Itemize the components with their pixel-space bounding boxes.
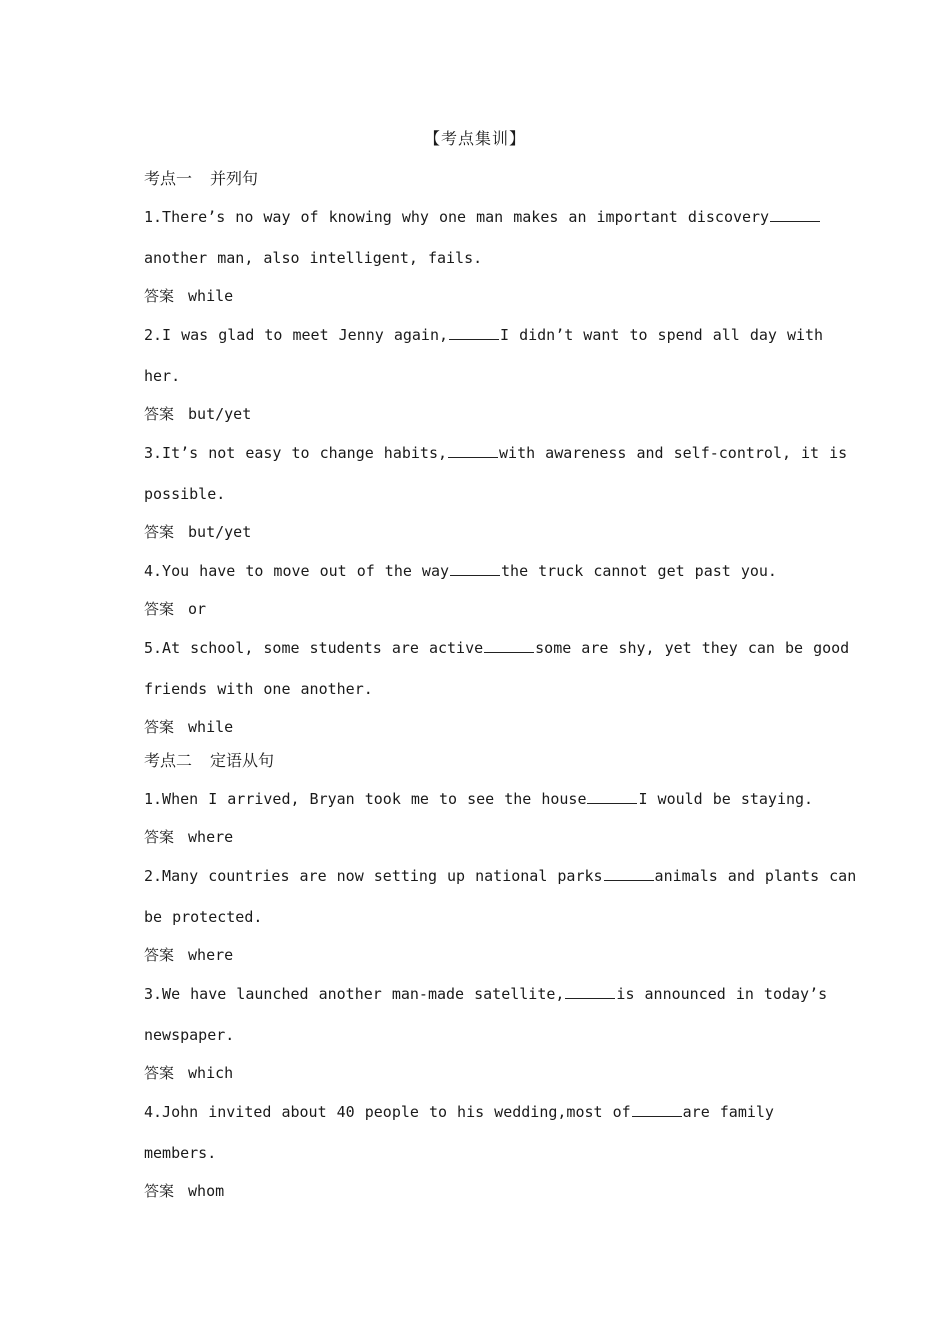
question-text: 4.You have to move out of the way <box>144 562 450 580</box>
answer-blank[interactable] <box>484 638 534 653</box>
answer-value: but/yet <box>188 523 252 541</box>
question-text: 1.When I arrived, Bryan took me to see the house <box>144 790 587 808</box>
question-item <box>144 779 814 820</box>
answer-label: 答案 <box>144 600 175 618</box>
answer-blank[interactable] <box>448 443 498 458</box>
answer-blank[interactable] <box>604 866 654 881</box>
question-line <box>144 779 814 820</box>
question-text: newspaper. <box>144 1026 235 1044</box>
answer-row <box>144 1176 814 1206</box>
answer-value: or <box>188 600 207 618</box>
answer-row <box>144 822 814 852</box>
question-item <box>144 433 848 515</box>
question-item <box>144 856 857 938</box>
question-text: the truck cannot get past you. <box>501 562 777 580</box>
question-item <box>144 628 850 710</box>
section-heading <box>144 746 814 776</box>
question-text: is announced in today’s <box>616 985 828 1003</box>
question-line <box>144 315 824 356</box>
question-line <box>144 1133 814 1174</box>
answer-value: which <box>188 1064 234 1082</box>
question-text: friends with one another. <box>144 680 373 698</box>
answer-label: 答案 <box>144 405 175 423</box>
question-item <box>144 315 824 397</box>
question-text: 3.We have launched another man-made satellite, <box>144 985 565 1003</box>
question-text: another man, also intelligent, fails. <box>144 249 483 267</box>
answer-row <box>144 712 814 742</box>
question-item <box>144 197 814 279</box>
question-line <box>144 669 814 710</box>
answer-label: 答案 <box>144 828 175 846</box>
question-line <box>144 551 814 592</box>
question-text: with awareness and self-control, it is <box>499 444 848 462</box>
question-text: 5.At school, some students are active <box>144 639 484 657</box>
question-line <box>144 1015 814 1056</box>
question-text: I didn’t want to spend all day with <box>500 326 824 344</box>
answer-value: but/yet <box>188 405 252 423</box>
question-line <box>144 856 857 897</box>
question-text: her. <box>144 367 181 385</box>
answer-value: whom <box>188 1182 225 1200</box>
answer-label: 答案 <box>144 287 175 305</box>
answer-row <box>144 594 814 624</box>
answer-row <box>144 940 814 970</box>
question-text: 3.It’s not easy to change habits, <box>144 444 448 462</box>
answer-label: 答案 <box>144 718 175 736</box>
section-number: 考点二 <box>144 751 193 770</box>
question-item <box>144 1092 814 1174</box>
question-text: 4.John invited about 40 people to his wedding,most of <box>144 1103 631 1121</box>
section-name: 定语从句 <box>210 751 275 770</box>
question-text: 2.Many countries are now setting up national parks <box>144 867 603 885</box>
answer-label: 答案 <box>144 523 175 541</box>
page-title: 【考点集训】 <box>423 129 526 148</box>
answer-value: where <box>188 946 234 964</box>
question-text: some are shy, yet they can be good <box>535 639 850 657</box>
answer-label: 答案 <box>144 1182 175 1200</box>
answer-row <box>144 1058 814 1088</box>
section-heading <box>144 164 814 194</box>
question-line <box>144 433 848 474</box>
answer-blank[interactable] <box>450 561 500 576</box>
answer-value: while <box>188 718 234 736</box>
section-number: 考点一 <box>144 169 193 188</box>
question-text: possible. <box>144 485 226 503</box>
question-item <box>144 551 814 592</box>
question-line <box>144 897 814 938</box>
question-line <box>144 974 828 1015</box>
question-text: 2.I was glad to meet Jenny again, <box>144 326 449 344</box>
answer-blank[interactable] <box>449 325 499 340</box>
question-line <box>144 1092 814 1133</box>
question-text: are family <box>682 1103 774 1121</box>
question-line <box>144 238 814 279</box>
question-line <box>144 628 850 669</box>
question-line <box>144 197 814 238</box>
question-item <box>144 974 828 1056</box>
answer-value: where <box>188 828 234 846</box>
answer-row <box>144 281 814 311</box>
answer-value: while <box>188 287 234 305</box>
answer-blank[interactable] <box>587 789 637 804</box>
answer-label: 答案 <box>144 1064 175 1082</box>
answer-blank[interactable] <box>770 207 820 222</box>
section-name: 并列句 <box>210 169 259 188</box>
question-text: animals and plants can <box>654 867 857 885</box>
question-line <box>144 356 814 397</box>
question-text: 1.There’s no way of knowing why one man makes an important discovery <box>144 208 770 226</box>
answer-label: 答案 <box>144 946 175 964</box>
question-text: members. <box>144 1144 217 1162</box>
question-line <box>144 474 814 515</box>
question-text: I would be staying. <box>638 790 814 808</box>
exercise-content <box>144 160 857 1210</box>
answer-row <box>144 517 814 547</box>
answer-blank[interactable] <box>565 984 615 999</box>
answer-row <box>144 399 814 429</box>
question-text: be protected. <box>144 908 263 926</box>
answer-blank[interactable] <box>632 1102 682 1117</box>
